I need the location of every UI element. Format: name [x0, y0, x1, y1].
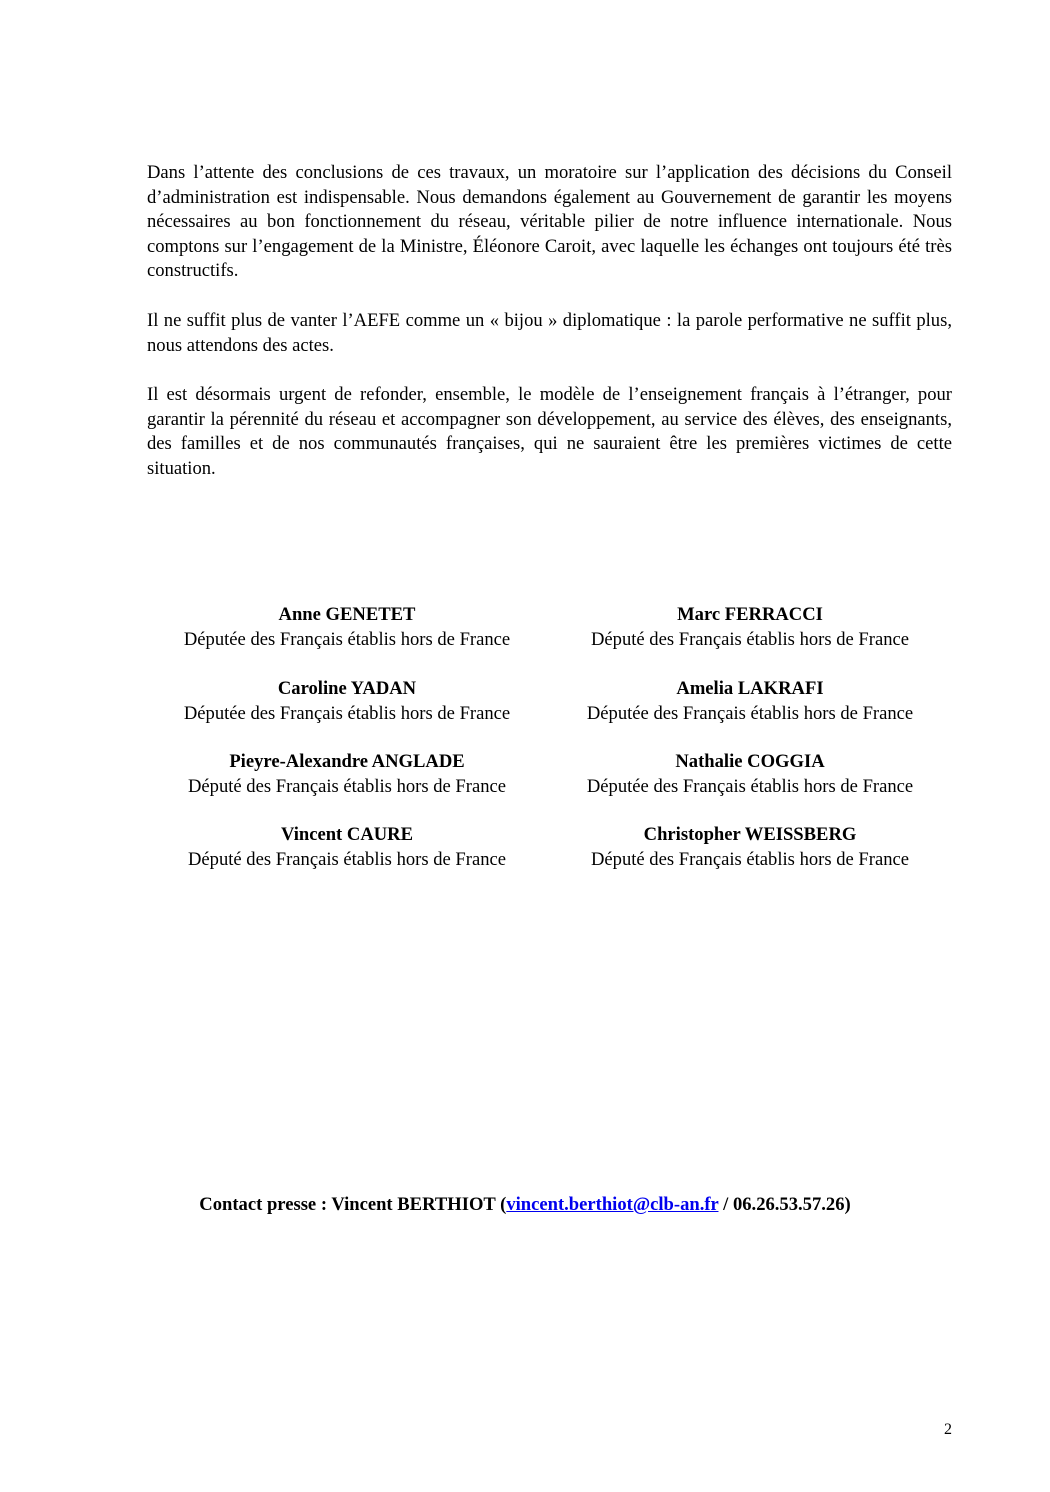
- page-number: 2: [944, 1421, 952, 1438]
- signatory-block: [550, 823, 950, 872]
- signatory-role: Député des Français établis hors de France: [187, 848, 507, 870]
- signatory-name: Amelia LAKRAFI: [676, 678, 824, 699]
- press-contact-prefix: Contact presse : Vincent BERTHIOT (: [199, 1194, 507, 1215]
- signatory-block: [147, 823, 547, 872]
- signatory-role: Députée des Français établis hors de France: [586, 702, 914, 724]
- body-paragraph-1: Dans l’attente des conclusions de ces travaux, un moratoire sur l’application des décisions du Conseil d’administration est indispensable. Nous demandons également au Gouvernement de garantir les moyens nécessaires au bon fonctionnement du réseau, véritable pilier de notre influence internationale. Nous comptons sur l’engagement de la Ministre, Éléonore Caroit, avec laquelle les échanges ont toujours été très constructifs.: [147, 162, 952, 282]
- signatory-name: Christopher WEISSBERG: [643, 824, 857, 845]
- signatory-name: Vincent CAURE: [280, 824, 414, 845]
- press-contact-email-link[interactable]: vincent.berthiot@clb-an.fr: [506, 1194, 719, 1215]
- signatory-name: Pieyre-Alexandre ANGLADE: [229, 751, 465, 772]
- signatory-role: Député des Français établis hors de France: [187, 775, 507, 797]
- signatory-role: Députée des Français établis hors de France: [183, 628, 511, 650]
- signatory-role: Député des Français établis hors de France: [590, 848, 910, 870]
- signatory-block: [147, 750, 547, 799]
- signatory-block: [550, 603, 950, 652]
- signatory-role: Députée des Français établis hors de France: [183, 702, 511, 724]
- press-contact: [100, 1193, 950, 1217]
- signatory-block: [147, 603, 547, 652]
- signatory-name: Anne GENETET: [278, 604, 416, 625]
- signatory-block: [550, 677, 950, 726]
- signatory-name: Caroline YADAN: [277, 678, 417, 699]
- signatory-block: [550, 750, 950, 799]
- body-paragraph-3: Il est désormais urgent de refonder, ensemble, le modèle de l’enseignement français à l’étranger, pour garantir la pérennité du réseau et accompagner son développement, au service des élèves, des enseignants, des familles et de nos communautés françaises, qui ne sauraient être les premières victimes de cette situation.: [147, 384, 952, 479]
- signatory-name: Marc FERRACCI: [677, 604, 823, 625]
- press-contact-suffix: / 06.26.53.57.26): [718, 1194, 851, 1215]
- signatory-name: Nathalie COGGIA: [675, 751, 825, 772]
- signatory-role: Députée des Français établis hors de France: [586, 775, 914, 797]
- body-paragraph-2: Il ne suffit plus de vanter l’AEFE comme un « bijou » diplomatique : la parole performative ne suffit plus, nous attendons des actes.: [147, 310, 952, 356]
- signatory-block: [147, 677, 547, 726]
- signatory-role: Député des Français établis hors de France: [590, 628, 910, 650]
